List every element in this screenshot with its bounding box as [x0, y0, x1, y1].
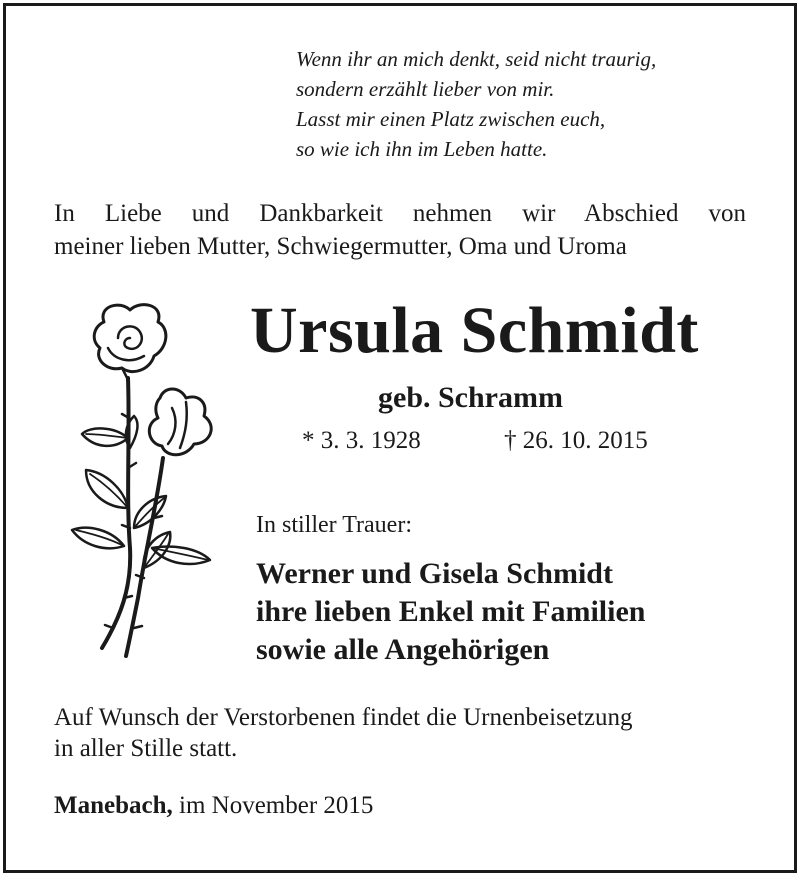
place-date — [54, 792, 373, 820]
poem — [296, 44, 656, 164]
deceased-name: Ursula Schmidt — [250, 294, 699, 367]
mourner-line: sowie alle Angehörigen — [256, 633, 550, 666]
birth-date: * 3. 3. 1928 — [302, 427, 421, 454]
intro-line: meiner lieben Mutter, Schwiegermutter, Oma und Uroma — [54, 233, 627, 260]
poem-line: so wie ich ihn im Leben hatte. — [296, 137, 548, 161]
mourners-label: In stiller Trauer: — [256, 512, 412, 538]
intro-line: In Liebe und Dankbarkeit nehmen wir Abschied von — [54, 200, 746, 227]
date: im November 2015 — [179, 792, 374, 819]
intro-text — [54, 197, 746, 263]
birth-name: geb. Schramm — [378, 381, 563, 414]
burial-note — [54, 702, 632, 764]
town: Manebach, — [54, 792, 173, 819]
note-line: in aller Stille statt. — [54, 735, 238, 762]
mourners-list — [256, 555, 645, 669]
poem-line: Lasst mir einen Platz zwischen euch, — [296, 107, 606, 131]
rose-illustration — [68, 298, 238, 660]
poem-line: sondern erzählt lieber von mir. — [296, 77, 555, 101]
mourner-line: Werner und Gisela Schmidt — [256, 557, 613, 590]
poem-line: Wenn ihr an mich denkt, seid nicht traurig, — [296, 47, 657, 71]
mourner-line: ihre lieben Enkel mit Familien — [256, 595, 646, 628]
note-line: Auf Wunsch der Verstorbenen findet die Urnenbeisetzung — [54, 704, 633, 731]
life-dates — [302, 427, 648, 455]
death-date: † 26. 10. 2015 — [504, 427, 648, 454]
